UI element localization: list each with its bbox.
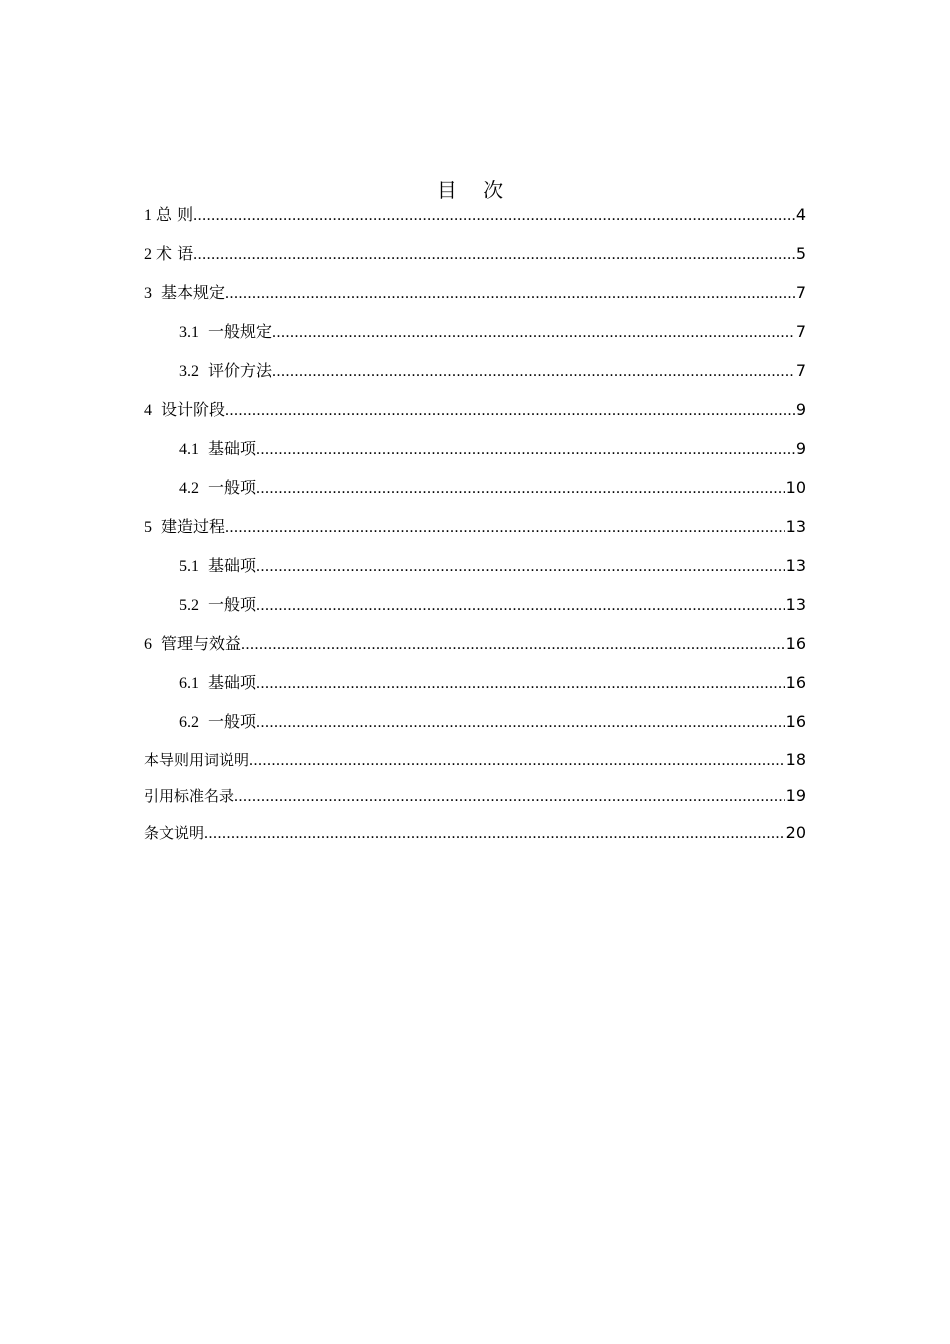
toc-entry-number: 3.1: [179, 324, 199, 341]
toc-entry[interactable]: [179, 476, 806, 500]
toc-entry-number: 3: [144, 285, 152, 302]
toc-entry-number: 6.2: [179, 714, 199, 731]
toc-dot-leader: [256, 555, 785, 579]
toc-entry-label: 建造过程: [161, 517, 226, 536]
toc-dot-leader: [193, 204, 795, 228]
toc-entry-label: 管理与效益: [161, 634, 242, 653]
toc-entry[interactable]: [179, 671, 806, 695]
toc-entry-page: 9: [795, 439, 806, 458]
toc-entry-label: 基础项: [208, 439, 257, 458]
toc-entry-page: 19: [785, 786, 806, 805]
toc-entry-label: 一般项: [208, 712, 257, 731]
toc-dot-leader: [225, 399, 795, 423]
toc-entry-number: 2: [144, 246, 152, 263]
toc-dot-leader: [234, 785, 785, 809]
toc-entry-number: 5.2: [179, 597, 199, 614]
toc-dot-leader: [272, 360, 795, 384]
toc-entry-label: 本导则用词说明: [144, 751, 250, 769]
toc-entry-number: 5.1: [179, 558, 199, 575]
toc-entry-page: 13: [785, 556, 806, 575]
toc-entry-page: 13: [785, 595, 806, 614]
toc-dot-leader: [256, 672, 785, 696]
toc-entry-number: 3.2: [179, 363, 199, 380]
toc-entry[interactable]: [144, 784, 806, 808]
toc-entry-number: 4.1: [179, 441, 199, 458]
toc-entry-label: 一般规定: [208, 322, 273, 341]
toc-entry-page: 9: [795, 400, 806, 419]
toc-dot-leader: [225, 282, 795, 306]
toc-entry-number: 4.2: [179, 480, 199, 497]
toc-entry-number: 6.1: [179, 675, 199, 692]
toc-entry-label: 术 语: [156, 244, 194, 263]
toc-dot-leader: [225, 516, 785, 540]
toc-entry-label: 设计阶段: [161, 400, 226, 419]
toc-entry-label: 基础项: [208, 673, 257, 692]
toc-entry[interactable]: [144, 242, 806, 266]
toc-entry-number: 4: [144, 402, 152, 419]
toc-entry-page: 20: [785, 823, 806, 842]
toc-entry[interactable]: [144, 281, 806, 305]
toc-dot-leader: [256, 477, 785, 501]
toc-entry-page: 5: [795, 244, 806, 263]
toc-entry-label: 基础项: [208, 556, 257, 575]
toc-entry[interactable]: [144, 203, 806, 227]
toc-entry-page: 16: [785, 634, 806, 653]
toc-dot-leader: [249, 749, 785, 773]
toc-dot-leader: [204, 822, 785, 846]
toc-entry-page: 16: [785, 673, 806, 692]
toc-dot-leader: [193, 243, 795, 267]
toc-entry[interactable]: [179, 437, 806, 461]
toc-entry[interactable]: [179, 554, 806, 578]
toc-entry-label: 基本规定: [161, 283, 226, 302]
toc-entry-label: 条文说明: [144, 824, 205, 842]
toc-entry-page: 16: [785, 712, 806, 731]
toc-entry-number: 5: [144, 519, 152, 536]
toc-entry[interactable]: [179, 593, 806, 617]
toc-entry-page: 10: [785, 478, 806, 497]
toc-dot-leader: [256, 711, 785, 735]
toc-entry[interactable]: [179, 320, 806, 344]
toc-entry-page: 7: [795, 322, 806, 341]
toc-dot-leader: [272, 321, 795, 345]
toc-entry-label: 一般项: [208, 478, 257, 497]
toc-entry-number: 1: [144, 207, 152, 224]
toc-entry[interactable]: [144, 515, 806, 539]
toc-entry[interactable]: [144, 632, 806, 656]
toc-entry-page: 4: [795, 205, 806, 224]
toc-entry-label: 引用标准名录: [144, 787, 235, 805]
toc-entry-page: 7: [795, 283, 806, 302]
toc-dot-leader: [256, 594, 785, 618]
toc-dot-leader: [241, 633, 785, 657]
toc-entry-label: 一般项: [208, 595, 257, 614]
toc-entry-page: 18: [785, 750, 806, 769]
toc-dot-leader: [256, 438, 795, 462]
toc-entry[interactable]: [144, 821, 806, 845]
toc-entry-page: 7: [795, 361, 806, 380]
toc-entry-number: 6: [144, 636, 152, 653]
toc-entry[interactable]: [179, 710, 806, 734]
toc-entry[interactable]: [144, 748, 806, 772]
toc-entry-page: 13: [785, 517, 806, 536]
toc-entry-label: 总 则: [156, 205, 194, 224]
toc-entry[interactable]: [144, 398, 806, 422]
toc-entry[interactable]: [179, 359, 806, 383]
toc-title: 目 次: [436, 178, 514, 202]
toc-entry-label: 评价方法: [208, 361, 273, 380]
